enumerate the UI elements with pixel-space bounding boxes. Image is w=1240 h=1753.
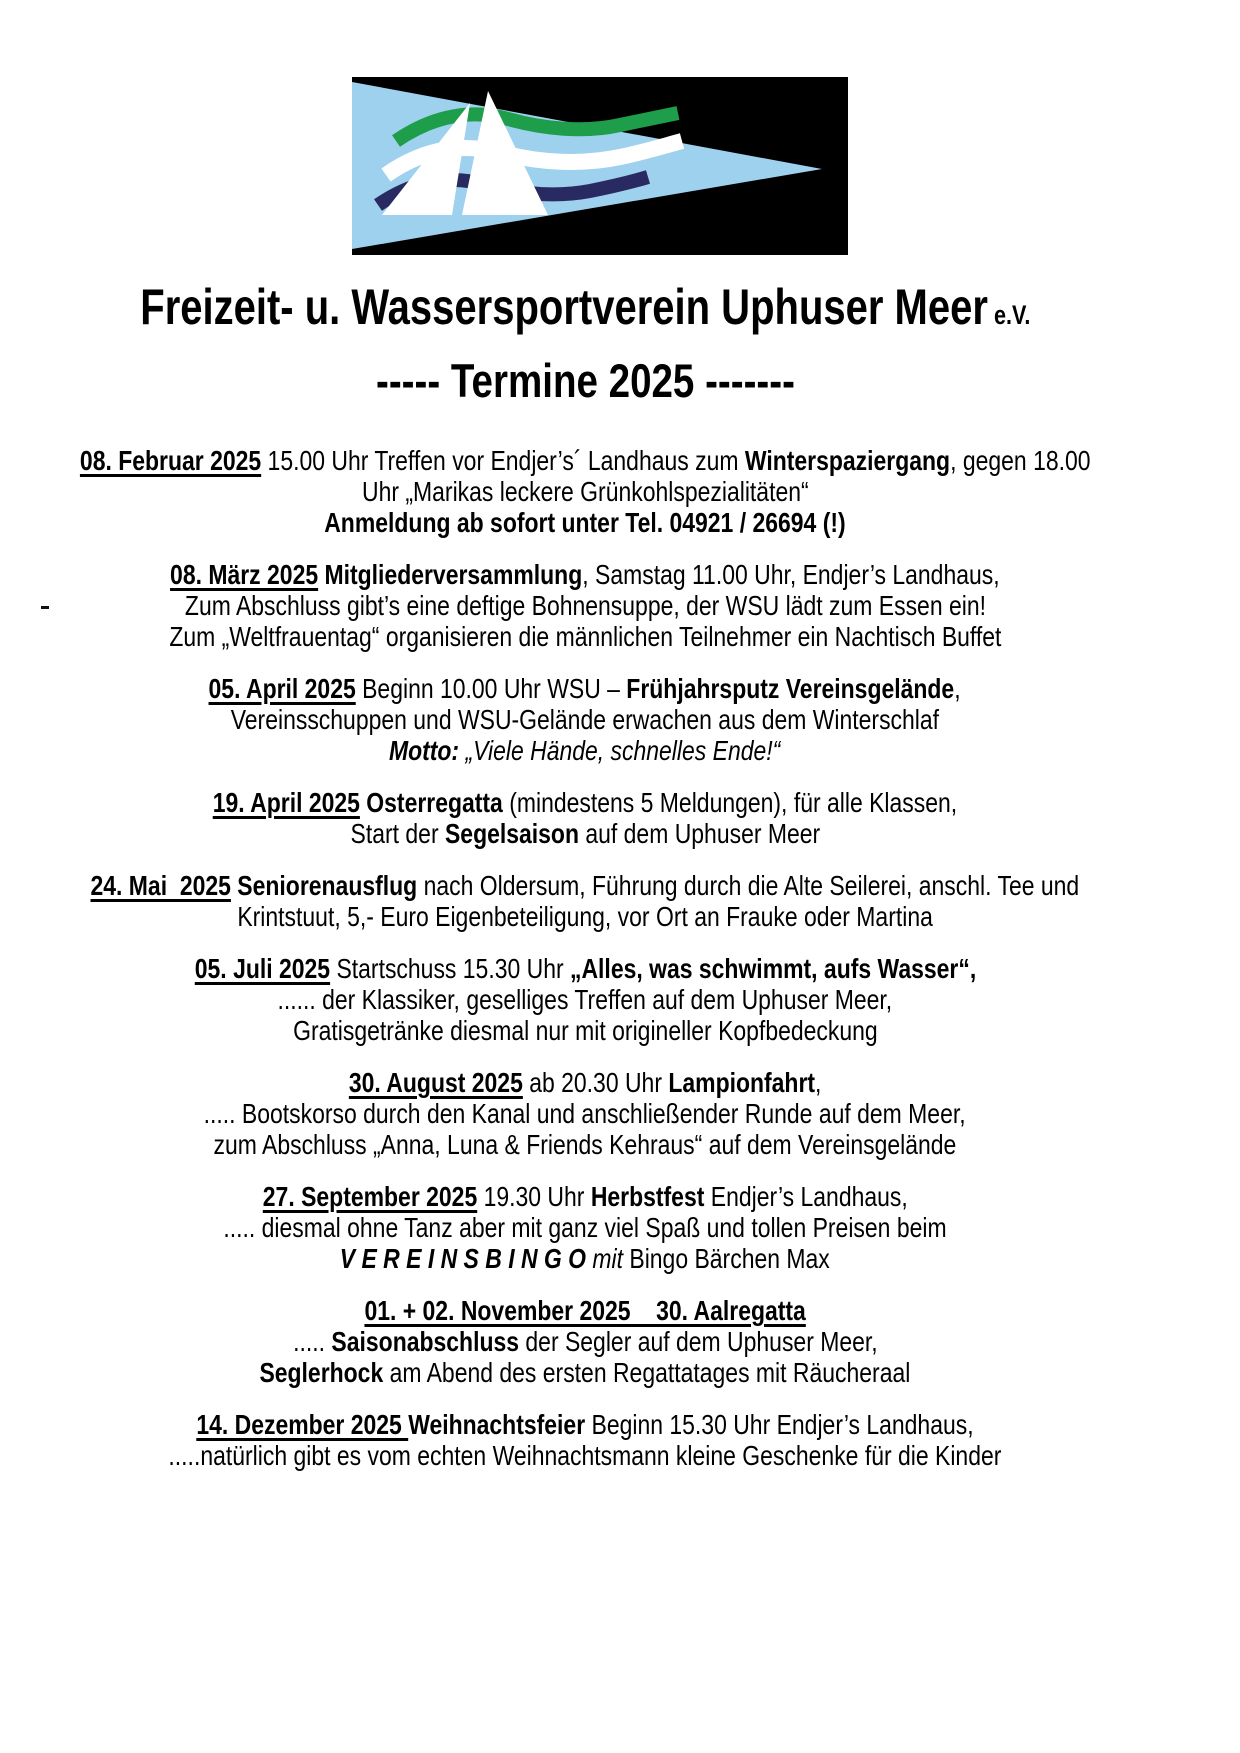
event-line <box>40 953 1130 984</box>
event-line-text <box>196 1409 973 1440</box>
event-line <box>40 870 1130 901</box>
text-segment: „Alles, was schwimmt, aufs Wasser“, <box>569 953 976 984</box>
text-segment: ...... der Klassiker, geselliges Treffen auf dem Uphuser Meer, <box>277 984 893 1015</box>
event-line <box>40 787 1130 818</box>
event-line-text <box>278 984 893 1015</box>
text-segment: Motto: <box>389 735 466 766</box>
event-line <box>40 1409 1130 1440</box>
text-segment: Start der <box>350 818 445 849</box>
event-line-text <box>194 953 975 984</box>
text-segment: Uhr „Marikas leckere Grünkohlspezialitäten“ <box>361 476 809 507</box>
text-segment: Saisonabschluss <box>331 1326 519 1357</box>
text-segment: Bingo Bärchen Max <box>623 1243 830 1274</box>
text-segment: Zum „Weltfrauentag“ organisieren die männlichen Teilnehmer ein Nachtisch Buffet <box>168 621 1002 652</box>
club-name-suffix: e.V. <box>993 300 1031 330</box>
text-segment: 05. Juli 2025 <box>194 953 330 984</box>
text-segment: Beginn 15.30 Uhr Endjer’s Landhaus, <box>585 1409 974 1440</box>
text-segment: , <box>814 1067 822 1098</box>
event-block <box>40 870 1130 932</box>
event-line-text <box>293 1326 877 1357</box>
text-segment: der Segler auf dem Uphuser Meer, <box>518 1326 878 1357</box>
event-line <box>40 1067 1130 1098</box>
text-segment: Zum Abschluss gibt’s eine deftige Bohnensuppe, der WSU lädt zum Essen ein! <box>184 590 986 621</box>
event-block <box>40 787 1130 849</box>
event-line <box>40 1212 1130 1243</box>
text-segment: nach Oldersum, Führung durch die Alte Seilerei, anschl. Tee und <box>417 870 1080 901</box>
event-line <box>40 984 1130 1015</box>
event-line-text <box>91 870 1080 901</box>
text-segment: .....natürlich gibt es vom echten Weihnachtsmann kleine Geschenke für die Kinder <box>168 1440 1002 1471</box>
event-line-text <box>389 735 780 766</box>
text-segment: , Samstag 11.00 Uhr, Endjer’s Landhaus, <box>582 559 1000 590</box>
text-segment: Gratisgetränke diesmal nur mit origineller Kopfbedeckung <box>292 1015 878 1046</box>
stray-dash-mark <box>41 606 49 609</box>
event-line-text <box>350 818 820 849</box>
text-segment: 19. April 2025 <box>212 787 360 818</box>
pennant-logo-svg <box>352 77 848 255</box>
event-block <box>40 1181 1130 1274</box>
text-segment: zum Abschluss „Anna, Luna & Friends Kehraus“ auf dem Vereinsgelände <box>213 1129 957 1160</box>
subtitle-text: ----- Termine 2025 ------- <box>375 354 795 407</box>
event-block <box>40 1067 1130 1160</box>
event-block <box>40 1409 1130 1471</box>
event-line <box>40 1015 1130 1046</box>
event-block <box>40 673 1130 766</box>
event-line-text <box>231 704 939 735</box>
event-line-text <box>260 1357 911 1388</box>
text-segment: 24. Mai 2025 <box>90 870 232 901</box>
text-segment: Seglerhock <box>259 1357 384 1388</box>
text-segment: 15.00 Uhr Treffen vor Endjer’s´ Landhaus zum <box>260 445 745 476</box>
text-segment: Mitgliederversammlung <box>324 559 583 590</box>
text-segment: (mindestens 5 Meldungen), für alle Klassen, <box>502 787 958 818</box>
event-line <box>40 1295 1130 1326</box>
text-segment: „Viele Hände, schnelles Ende!“ <box>465 735 781 766</box>
text-segment: Seniorenausflug <box>237 870 418 901</box>
event-line-text <box>237 901 933 932</box>
text-segment: Herbstfest <box>590 1181 705 1212</box>
event-line-text <box>349 1067 822 1098</box>
event-line <box>40 901 1130 932</box>
text-segment: Osterregatta <box>366 787 503 818</box>
text-segment: 14. Dezember 2025 <box>196 1409 409 1440</box>
event-line <box>40 1181 1130 1212</box>
event-line <box>40 1129 1130 1160</box>
event-line <box>40 1098 1130 1129</box>
event-block <box>40 1295 1130 1388</box>
text-segment: V E R E I N S B I N G O <box>340 1243 593 1274</box>
event-line <box>40 704 1130 735</box>
text-segment: 05. April 2025 <box>208 673 357 704</box>
event-line-text <box>184 590 985 621</box>
text-segment: auf dem Uphuser Meer <box>578 818 820 849</box>
text-segment: am Abend des ersten Regattatages mit Räucheraal <box>383 1357 911 1388</box>
text-segment: Winterspaziergang <box>744 445 950 476</box>
text-segment: , gegen 18.00 <box>949 445 1091 476</box>
event-line-text <box>362 476 809 507</box>
event-line-text <box>263 1181 908 1212</box>
text-segment: ..... Bootskorso durch den Kanal und anschließender Runde auf dem Meer, <box>204 1098 966 1129</box>
event-line-text <box>340 1243 830 1274</box>
text-segment: ..... <box>292 1326 332 1357</box>
event-line <box>40 735 1130 766</box>
event-line-text <box>204 1098 966 1129</box>
text-segment: 19.30 Uhr <box>476 1181 591 1212</box>
event-line-text <box>293 1015 878 1046</box>
page-content <box>40 0 1130 1492</box>
event-line-text <box>324 507 845 538</box>
event-line-text <box>223 1212 946 1243</box>
event-block <box>40 445 1130 538</box>
text-segment: Segelsaison <box>444 818 579 849</box>
event-line-text <box>169 1440 1002 1471</box>
event-line-text <box>169 621 1001 652</box>
text-segment: 30. August 2025 <box>348 1067 523 1098</box>
event-line <box>40 818 1130 849</box>
text-segment: 08. Februar 2025 <box>79 445 261 476</box>
page-title <box>40 278 1130 344</box>
text-segment: Lampionfahrt <box>668 1067 815 1098</box>
text-segment: ab 20.30 Uhr <box>522 1067 669 1098</box>
text-segment: Endjer’s Landhaus, <box>704 1181 908 1212</box>
event-line-text <box>209 673 961 704</box>
text-segment: 27. September 2025 <box>262 1181 477 1212</box>
event-line-text <box>170 559 1000 590</box>
event-block <box>40 953 1130 1046</box>
event-line <box>40 445 1130 476</box>
text-segment: , <box>954 673 962 704</box>
event-block <box>40 559 1130 652</box>
text-segment: mit <box>592 1243 624 1274</box>
event-line <box>40 1326 1130 1357</box>
events-list <box>40 445 1130 1471</box>
text-segment: Beginn 10.00 Uhr WSU – <box>356 673 627 704</box>
event-line-text <box>364 1295 805 1326</box>
club-name: Freizeit- u. Wassersportverein Uphuser Meer <box>139 279 988 335</box>
event-line <box>40 590 1130 621</box>
event-line-text <box>80 445 1091 476</box>
text-segment: Startschuss 15.30 Uhr <box>329 953 570 984</box>
text-segment: Frühjahrsputz Vereinsgelände <box>626 673 955 704</box>
club-pennant-logo <box>352 77 848 255</box>
text-segment: 08. März 2025 <box>170 559 319 590</box>
event-line <box>40 1357 1130 1388</box>
text-segment: ..... diesmal ohne Tanz aber mit ganz viel Spaß und tollen Preisen beim <box>223 1212 947 1243</box>
event-line <box>40 476 1130 507</box>
text-segment: Vereinsschuppen und WSU-Gelände erwachen aus dem Winterschlaf <box>230 704 940 735</box>
event-line <box>40 559 1130 590</box>
event-line <box>40 621 1130 652</box>
text-segment: 01. + 02. November 2025 30. Aalregatta <box>364 1295 806 1326</box>
event-line <box>40 1243 1130 1274</box>
text-segment: Weihnachtsfeier <box>408 1409 586 1440</box>
text-segment: Krintstuut, 5,- Euro Eigenbeteiligung, vor Ort an Frauke oder Martina <box>237 901 933 932</box>
event-line <box>40 673 1130 704</box>
page-subtitle <box>40 355 1130 407</box>
event-line-text <box>214 1129 957 1160</box>
event-line-text <box>213 787 957 818</box>
event-line <box>40 507 1130 538</box>
event-line <box>40 1440 1130 1471</box>
text-segment: Anmeldung ab sofort unter Tel. 04921 / 26694 (!) <box>324 507 846 538</box>
